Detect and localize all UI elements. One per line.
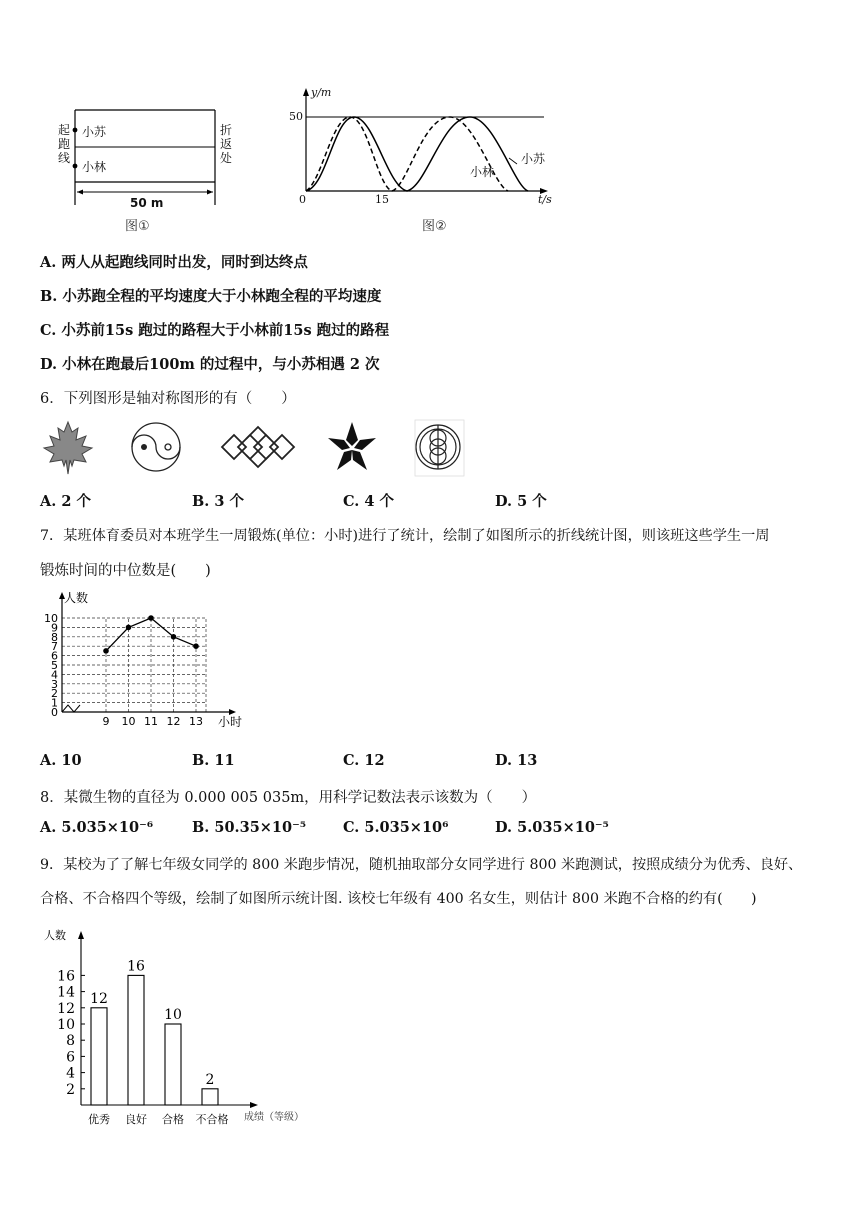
option-text: 50.35×10⁻⁵ xyxy=(214,819,307,836)
option-text: 10 xyxy=(61,752,82,769)
x-tick-label: 9 xyxy=(102,715,110,728)
data-point xyxy=(171,634,177,640)
y-axis-label: 人数 xyxy=(44,929,66,942)
bar xyxy=(202,1089,218,1105)
q5-option-d xyxy=(40,353,380,374)
bar xyxy=(165,1024,181,1105)
option-key: B. xyxy=(192,819,210,836)
option-key: B. xyxy=(40,288,58,305)
option-key: C. xyxy=(343,752,360,769)
option-text: 11 xyxy=(214,752,235,769)
bar xyxy=(91,1008,107,1105)
y-tick-label: 12 xyxy=(57,1000,75,1017)
option-text: 13 xyxy=(517,752,538,769)
option-text: 5.035×10⁻⁵ xyxy=(517,819,609,836)
x-category-label: 合格 xyxy=(162,1113,184,1126)
y-tick-label: 16 xyxy=(57,968,75,985)
origin-label: 0 xyxy=(299,193,306,206)
option-key: D. xyxy=(495,752,513,769)
bar-value-label: 12 xyxy=(90,990,108,1007)
q7-option-b xyxy=(192,752,235,769)
option-key: B. xyxy=(192,493,210,510)
option-text: 2 个 xyxy=(61,493,92,510)
running-grade-bar-chart xyxy=(38,925,338,1137)
y-tick-label: 5 xyxy=(51,659,58,672)
q7-stem-line1: 7．某班体育委员对本班学生一周锻炼(单位：小时)进行了统计，绘制了如图所示的折线统计图，则该班这些学生一周 xyxy=(40,528,770,544)
option-text: 两人从起跑线同时出发，同时到达终点 xyxy=(61,254,308,271)
q8-option-c xyxy=(343,819,449,836)
bar xyxy=(128,975,144,1105)
option-key: C. xyxy=(40,322,57,339)
option-text: 小苏前15s 跑过的路程大于小林前15s 跑过的路程 xyxy=(61,322,390,339)
y-tick-label: 10 xyxy=(44,612,58,625)
bar-value-label: 2 xyxy=(205,1071,215,1088)
q9-stem-line1: 9．某校为了了解七年级女同学的 800 米跑步情况，随机抽取部分女同学进行 800 米跑测试，按照成绩分为优秀、良好、 xyxy=(40,857,803,873)
option-key: B. xyxy=(192,752,210,769)
q6-option-b xyxy=(192,490,244,511)
q6-stem: 6．下列图形是轴对称图形的有（ ） xyxy=(40,391,296,407)
start-line-label: 起跑线 xyxy=(58,123,71,165)
option-text: 5.035×10⁶ xyxy=(364,819,449,836)
q6-option-d xyxy=(495,490,547,511)
q7-option-c xyxy=(343,752,385,769)
y-tick-label: 7 xyxy=(51,640,58,654)
y-tick-label: 0 xyxy=(51,706,58,719)
axis-break xyxy=(62,705,80,712)
x-category-label: 不合格 xyxy=(195,1113,229,1126)
data-point xyxy=(103,648,109,654)
runner-b-label: 小林 xyxy=(82,160,107,174)
figure1-caption: 图① xyxy=(125,219,150,234)
distance-label: 50 m xyxy=(130,196,164,210)
option-key: A. xyxy=(40,752,57,769)
option-text: 小林在跑最后100m 的过程中，与小苏相遇 2 次 xyxy=(62,356,380,373)
y-tick-label: 1 xyxy=(51,696,58,710)
x-category-label: 良好 xyxy=(125,1113,147,1126)
x-tick-label: 11 xyxy=(144,715,158,728)
x-axis-label: 成绩（等级） xyxy=(244,1112,304,1123)
y-tick-label: 2 xyxy=(51,687,58,701)
q7-stem-line2: 锻炼时间的中位数是( ) xyxy=(40,563,211,579)
option-key: C. xyxy=(343,819,360,836)
x-tick-label: 12 xyxy=(166,715,181,728)
option-text: 4 个 xyxy=(364,493,395,510)
option-text: 12 xyxy=(364,752,385,769)
y-tick-label: 14 xyxy=(57,984,75,1001)
knot-icon xyxy=(222,427,294,467)
option-key: D. xyxy=(40,356,58,373)
option-key: A. xyxy=(40,493,57,510)
y-tick-label: 4 xyxy=(66,1065,75,1082)
option-key: C. xyxy=(343,493,360,510)
turn-back-label: 折返处 xyxy=(220,123,233,165)
y-tick-label: 3 xyxy=(51,677,58,691)
option-text: 小苏跑全程的平均速度大于小林跑全程的平均速度 xyxy=(62,288,382,305)
y-tick-label: 8 xyxy=(51,630,58,644)
y-value-label: 50 xyxy=(289,110,303,123)
figure2-caption: 图② xyxy=(422,219,447,234)
pentagon-star-icon xyxy=(328,422,376,470)
y-axis-label: 人数 xyxy=(64,591,89,605)
x-tick-label: 13 xyxy=(189,715,203,728)
x-axis-label: t/s xyxy=(538,193,552,206)
data-point xyxy=(126,625,132,631)
option-text: 5.035×10⁻⁶ xyxy=(61,819,154,836)
x-axis-arrow xyxy=(250,1102,258,1108)
weekly-exercise-line-chart xyxy=(36,588,246,733)
y-tick-label: 4 xyxy=(51,668,58,682)
x-tick-label: 10 xyxy=(121,715,136,728)
x-axis-label: 小时 xyxy=(218,715,243,729)
q5-option-c xyxy=(40,319,389,340)
y-axis-arrow xyxy=(78,931,84,939)
q7-option-d xyxy=(495,752,537,769)
q8-option-d xyxy=(495,819,609,836)
option-key: D. xyxy=(495,493,513,510)
q8-option-b xyxy=(192,819,306,836)
q7-option-a xyxy=(40,752,82,769)
x-category-label: 优秀 xyxy=(88,1113,110,1126)
q5-option-a xyxy=(40,251,308,272)
bar-value-label: 16 xyxy=(127,958,145,975)
option-key: D. xyxy=(495,819,513,836)
y-tick-label: 10 xyxy=(57,1017,75,1033)
curve-label-a: 小苏 xyxy=(521,152,546,166)
y-tick-label: 2 xyxy=(66,1081,75,1098)
y-axis-label: y/m xyxy=(311,86,332,99)
curve-label-b: 小林 xyxy=(470,165,495,179)
option-text: 5 个 xyxy=(517,493,547,510)
x-value-label: 15 xyxy=(375,193,389,206)
q8-stem: 8．某微生物的直径为 0.000 005 035m，用科学记数法表示该数为（ ） xyxy=(40,790,537,806)
q8-option-a xyxy=(40,819,153,836)
y-tick-label: 9 xyxy=(51,621,58,635)
y-tick-label: 6 xyxy=(66,1049,75,1066)
q5-option-b xyxy=(40,285,381,306)
y-tick-label: 8 xyxy=(66,1033,75,1050)
q9-stem-line2: 合格、不合格四个等级，绘制了如图所示统计图. 该校七年级有 400 名女生，则估计 800 米跑不合格的约有( ) xyxy=(40,891,757,907)
q6-option-a xyxy=(40,490,91,511)
nested-circles-icon xyxy=(416,425,460,469)
yin-yang-icon xyxy=(132,423,180,471)
option-text: 3 个 xyxy=(214,493,245,510)
y-tick-label: 6 xyxy=(51,649,58,663)
maple-leaf-icon xyxy=(44,422,92,474)
q6-figures xyxy=(40,418,470,480)
data-point xyxy=(193,643,199,649)
q6-option-c xyxy=(343,490,394,511)
option-key: A. xyxy=(40,254,57,271)
data-point xyxy=(148,615,154,621)
bar-value-label: 10 xyxy=(164,1007,182,1023)
runner-a-label: 小苏 xyxy=(82,125,107,139)
option-key: A. xyxy=(40,819,57,836)
